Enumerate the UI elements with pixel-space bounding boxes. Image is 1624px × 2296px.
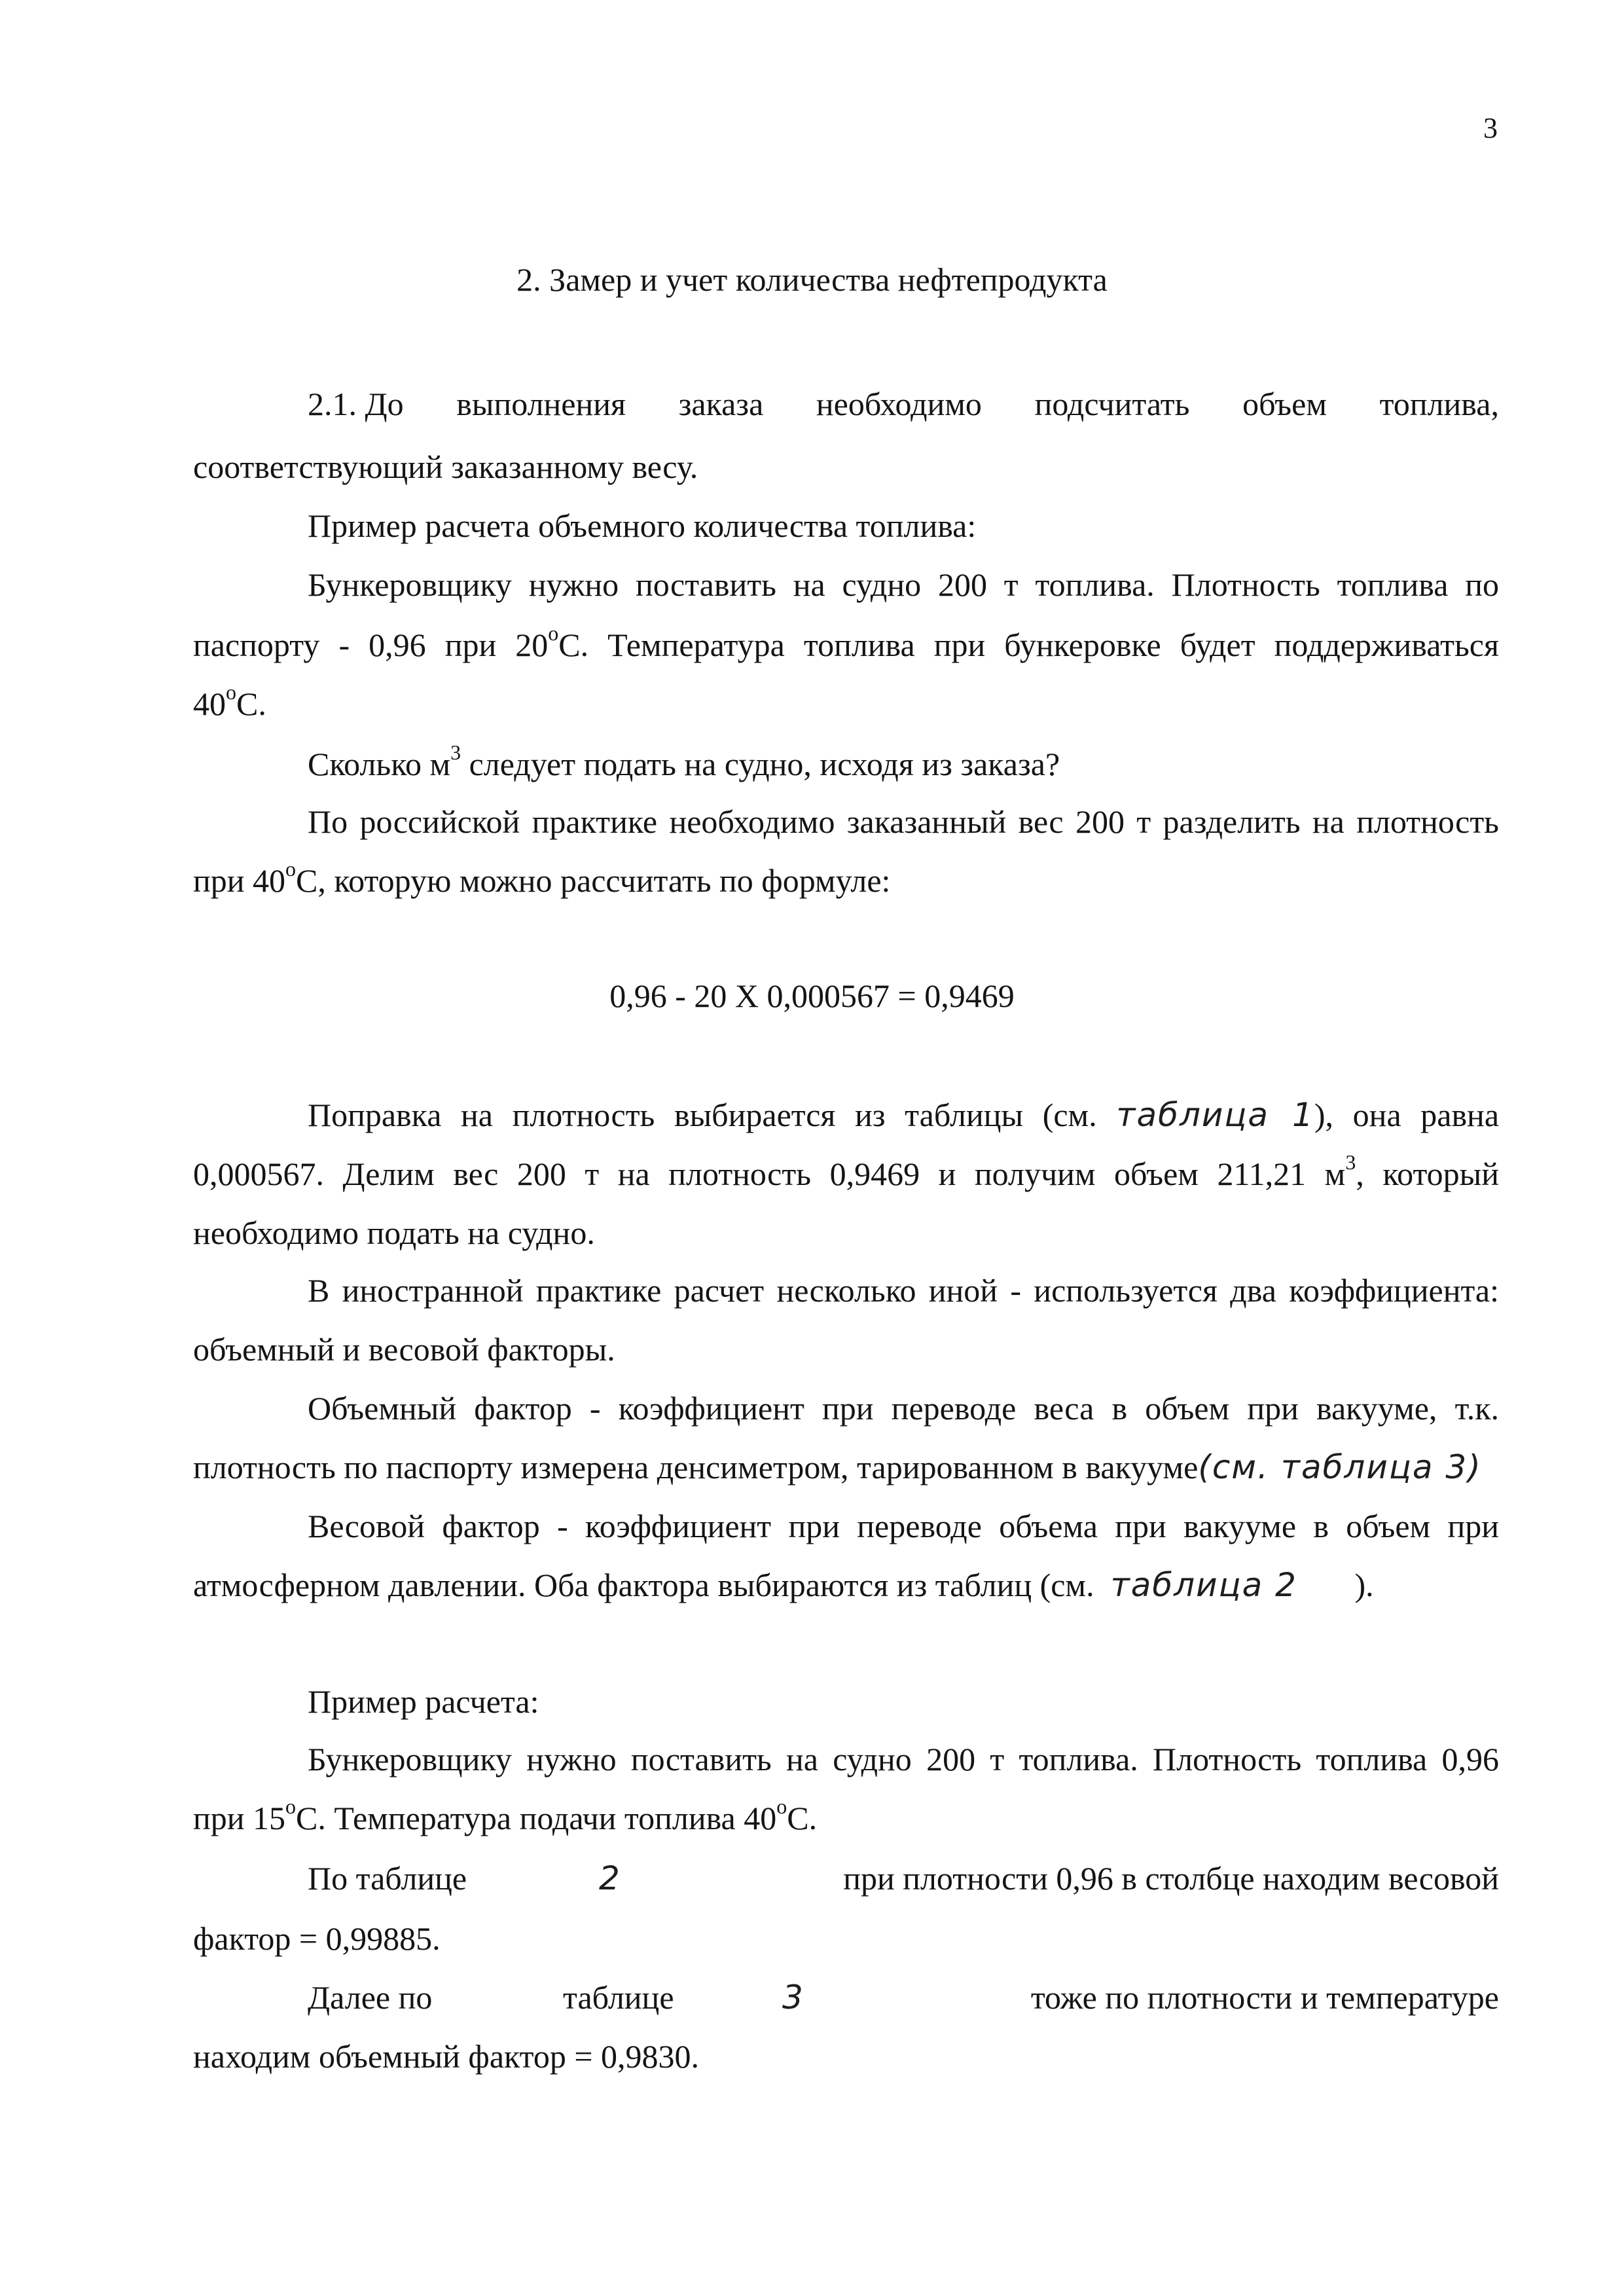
section-heading: 2. Замер и учет количества нефтепродукта	[516, 261, 1108, 298]
example-line-3: 40$^o$C.	[193, 680, 266, 722]
example-title: Пример расчета объемного количества топлива:	[308, 507, 977, 544]
paragraph-2-1-line-1: 2.1. До выполнения заказа необходимо подсчитать объем топлива,	[308, 386, 1499, 422]
example-2-title: Пример расчета:	[308, 1683, 539, 1720]
correction-line-3: необходимо подать на судно.	[193, 1214, 595, 1251]
paragraph-2-1-line-2: соответствующий заказанному весу.	[193, 448, 698, 485]
correction-line-1: Поправка на плотность выбирается из таблицы (см. таблица 1), она равна	[308, 1096, 1500, 1134]
russian-practice-line-1: По российской практике необходимо заказанный вес 200 т разделить на плотность	[308, 803, 1499, 840]
volume-factor-line-2: плотность по паспорту измерена денсиметром, тарированном в вакууме(см. таблица 3)	[193, 1448, 1482, 1486]
russian-practice-line-2: при 40$^o$C, которую можно рассчитать по формуле:	[193, 857, 891, 899]
handwritten-table-ref-1: таблица 1	[1116, 1096, 1314, 1134]
weight-factor-line-2: атмосферном давлении. Оба фактора выбираются из таблиц (см. таблица 2 ).	[193, 1566, 1374, 1604]
volume-factor-calc-line-1: Далее по таблице 3 тоже по плотности и температуре	[308, 1978, 1499, 2016]
example-2-line-2: при 15$^o$C. Температура подачи топлива 40$^o$C.	[193, 1795, 818, 1836]
example-line-1: Бункеровщику нужно поставить на судно 200 т топлива. Плотность топлива по	[308, 566, 1499, 603]
volume-factor-calc-line-2: находим объемный фактор = 0,9830.	[193, 2038, 700, 2075]
handwritten-table-ref-2: таблица 2	[1110, 1566, 1297, 1604]
page-number: 3	[1483, 112, 1498, 144]
handwritten-table-ref-3: (см. таблица 3)	[1198, 1448, 1482, 1486]
correction-line-2: 0,000567. Делим вес 200 т на плотность 0,9469 и получим объем 211,21 $м^3$, который	[193, 1150, 1499, 1192]
foreign-practice-line-1: В иностранной практике расчет несколько иной - используется два коэффициента:	[308, 1272, 1499, 1309]
volume-factor-line-1: Объемный фактор - коэффициент при переводе веса в объем при вакууме, т.к.	[308, 1390, 1499, 1427]
example-2-line-1: Бункеровщику нужно поставить на судно 200 т топлива. Плотность топлива 0,96	[308, 1741, 1499, 1777]
handwritten-digit-3: 3	[782, 1978, 804, 2016]
question-line: Сколько $м^3$ следует подать на судно, исходя из заказа?	[308, 740, 1060, 782]
example-line-2: паспорту - 0,96 при 20$^o$C. Температура топлива при бункеровке будет поддерживаться	[193, 621, 1499, 663]
weight-factor-calc-line-1: По таблице 2 при плотности 0,96 в столбце находим весовой	[308, 1859, 1499, 1897]
handwritten-digit-2: 2	[599, 1859, 621, 1897]
formula: 0,96 - 20 X 0,000567 = 0,9469	[609, 977, 1015, 1014]
foreign-practice-line-2: объемный и весовой факторы.	[193, 1331, 615, 1368]
weight-factor-calc-line-2: фактор = 0,99885.	[193, 1920, 441, 1957]
weight-factor-line-1: Весовой фактор - коэффициент при переводе объема при вакууме в объем при	[308, 1508, 1499, 1544]
